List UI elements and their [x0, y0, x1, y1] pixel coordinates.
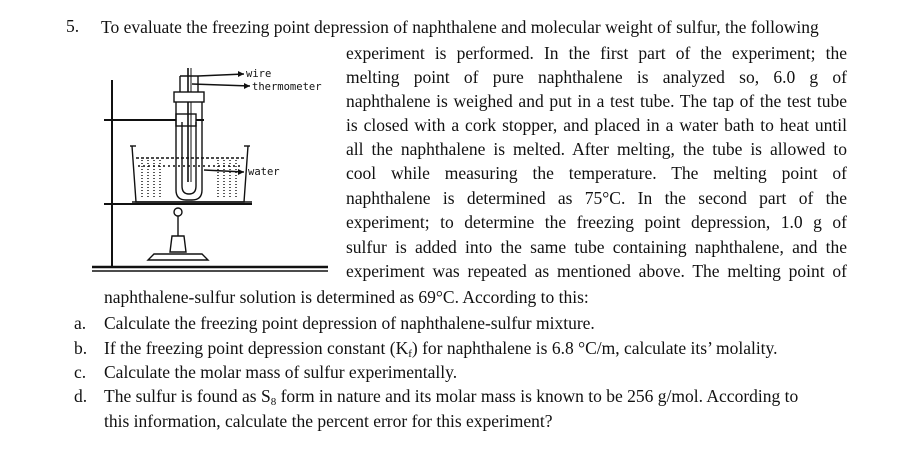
intro-line: To evaluate the freezing point depression of naphthalene and molecular weight of sulfur, the following [101, 17, 819, 37]
para-line: naphthalene is weighed and put in a test tube. The tap of the test tube [346, 91, 847, 111]
option-text: Calculate the molar mass of sulfur experimentally. [104, 362, 458, 382]
option-letter: d. [74, 386, 88, 406]
option-letter: a. [74, 313, 87, 333]
option-letter: b. [74, 338, 88, 358]
apparatus-diagram [92, 62, 342, 284]
full-line: naphthalene-sulfur solution is determined as 69°C. According to this: [104, 287, 589, 307]
label-wire: wire [246, 68, 272, 80]
label-thermometer: thermometer [252, 81, 322, 93]
option-text: If the freezing point depression constant $(K_f)$ for naphthalene is 6.8 °C/m, calculate its’ molality. [104, 338, 778, 360]
para-line: is closed with a cork stopper, and placed in a water bath to heat until [346, 115, 847, 135]
para-line: cool while measuring the temperature. The melting point of [346, 163, 847, 183]
question-number: 5. [66, 16, 80, 36]
option-text: The sulfur is found as $S_8$ form in nature and its molar mass is known to be 256 g/mol. According to [104, 386, 799, 408]
para-line: sulfur is added into the same tube containing naphthalene, and the [346, 237, 847, 257]
para-line: experiment was repeated as mentioned above. The melting point of [346, 261, 847, 281]
para-line: experiment is performed. In the first part of the experiment; the [346, 43, 847, 63]
para-line: naphthalene is determined as 75°C. In the second part of the [346, 188, 847, 208]
option-text: Calculate the freezing point depression of naphthalene-sulfur mixture. [104, 313, 595, 333]
option-text: this information, calculate the percent error for this experiment? [104, 411, 553, 431]
para-line: all the naphthalene is melted. After melting, the tube is allowed to [346, 139, 847, 159]
para-line: melting point of pure naphthalene is analyzed so, 6.0 g of [346, 67, 847, 87]
label-water: water [248, 166, 280, 178]
option-letter: c. [74, 362, 87, 382]
para-line: experiment; to determine the freezing point depression, 1.0 g of [346, 212, 847, 232]
